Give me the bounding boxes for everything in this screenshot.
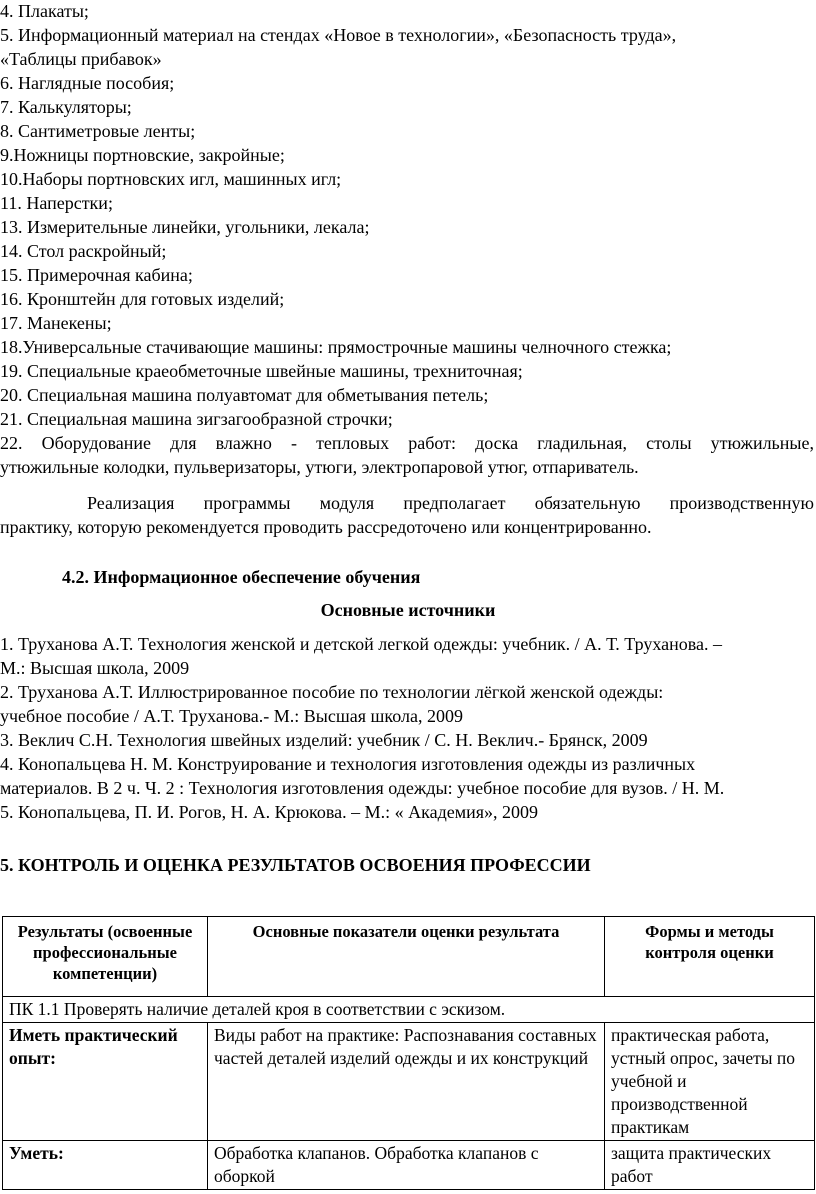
list-item: 7. Калькуляторы; bbox=[0, 97, 132, 117]
section-heading-5: 5. КОНТРОЛЬ И ОЦЕНКА РЕЗУЛЬТАТОВ ОСВОЕНИЯ ПРОФЕССИИ bbox=[0, 855, 591, 875]
sources-heading: Основные источники bbox=[320, 600, 496, 620]
row-methods: практическая работа, устный опрос, зачеты по учебной и производственной практикам bbox=[605, 1023, 815, 1141]
list-item: «Таблицы прибавок» bbox=[0, 49, 162, 69]
list-item: 5. Информационный материал на стендах «Новое в технологии», «Безопасность труда», bbox=[0, 25, 677, 45]
list-item: 13. Измерительные линейки, угольники, лекала; bbox=[0, 217, 370, 237]
list-item: 16. Кронштейн для готовых изделий; bbox=[0, 289, 285, 309]
practice-paragraph-line2: практику, которую рекомендуется проводить рассредоточено или концентрированно. bbox=[0, 517, 652, 537]
list-item: 11. Наперстки; bbox=[0, 193, 113, 213]
list-item: 18.Универсальные стачивающие машины: прямострочные машины челночного стежка; bbox=[0, 337, 672, 357]
table-row-pk bbox=[3, 997, 815, 1023]
list-item: 6. Наглядные пособия; bbox=[0, 73, 175, 93]
row-indicators: Обработка клапанов. Обработка клапанов с оборкой bbox=[208, 1141, 605, 1190]
header-methods: Формы и методы контроля оценки bbox=[605, 917, 815, 997]
source-line: М.: Высшая школа, 2009 bbox=[0, 658, 190, 678]
list-item: 15. Примерочная кабина; bbox=[0, 265, 193, 285]
source-line: учебное пособие / А.Т. Труханова.- М.: Высшая школа, 2009 bbox=[0, 706, 463, 726]
practice-paragraph-line1: Реализация программы модуля предполагает обязательную производственную bbox=[87, 493, 814, 513]
results-table bbox=[2, 916, 815, 1190]
row-label: Уметь: bbox=[3, 1141, 208, 1190]
source-line: 4. Конопальцева Н. М. Конструирование и технология изготовления одежды из различных bbox=[0, 754, 696, 774]
list-item: 19. Специальные краеобметочные швейные машины, трехниточная; bbox=[0, 361, 523, 381]
row-label: Иметь практический опыт: bbox=[3, 1023, 208, 1141]
list-item-22-line1: 22. Оборудование для влажно - тепловых работ: доска гладильная, столы утюжильные, bbox=[0, 433, 814, 453]
source-line: материалов. В 2 ч. Ч. 2 : Технология изготовления одежды: учебное пособие для вузов. / Н. М. bbox=[0, 778, 725, 798]
source-line: 1. Труханова А.Т. Технология женской и детской легкой одежды: учебник. / А. Т. Труханова. – bbox=[0, 634, 722, 654]
source-line: 3. Веклич С.Н. Технология швейных изделий: учебник / С. Н. Веклич.- Брянск, 2009 bbox=[0, 730, 648, 750]
list-item: 10.Наборы портновских игл, машинных игл; bbox=[0, 169, 342, 189]
list-item: 8. Сантиметровые ленты; bbox=[0, 121, 196, 141]
table-header-row bbox=[3, 917, 815, 997]
source-line: 5. Конопальцева, П. И. Рогов, Н. А. Крюкова. – М.: « Академия», 2009 bbox=[0, 802, 539, 822]
pk-competence: ПК 1.1 Проверять наличие деталей кроя в соответствии с эскизом. bbox=[3, 997, 815, 1023]
list-item: 20. Специальная машина полуавтомат для обметывания петель; bbox=[0, 385, 489, 405]
source-line: 2. Труханова А.Т. Иллюстрированное пособие по технологии лёгкой женской одежды: bbox=[0, 682, 664, 702]
row-indicators: Виды работ на практике: Распознавания составных частей деталей изделий одежды и их конструкций bbox=[208, 1023, 605, 1141]
list-item: 17. Манекены; bbox=[0, 313, 112, 333]
list-item: 9.Ножницы портновские, закройные; bbox=[0, 145, 285, 165]
table-row bbox=[3, 1023, 815, 1141]
list-item: 4. Плакаты; bbox=[0, 1, 89, 21]
list-item: 14. Стол раскройный; bbox=[0, 241, 167, 261]
table-row bbox=[3, 1141, 815, 1190]
header-indicators: Основные показатели оценки результата bbox=[208, 917, 605, 997]
row-methods: защита практических работ bbox=[605, 1141, 815, 1190]
section-heading-4-2: 4.2. Информационное обеспечение обучения bbox=[62, 567, 421, 587]
header-results: Результаты (освоенные профессиональные компетенции) bbox=[3, 917, 208, 997]
list-item: 21. Специальная машина зигзагообразной строчки; bbox=[0, 409, 393, 429]
list-item-22-line2: утюжильные колодки, пульверизаторы, утюги, электропаровой утюг, отпариватель. bbox=[0, 457, 639, 477]
